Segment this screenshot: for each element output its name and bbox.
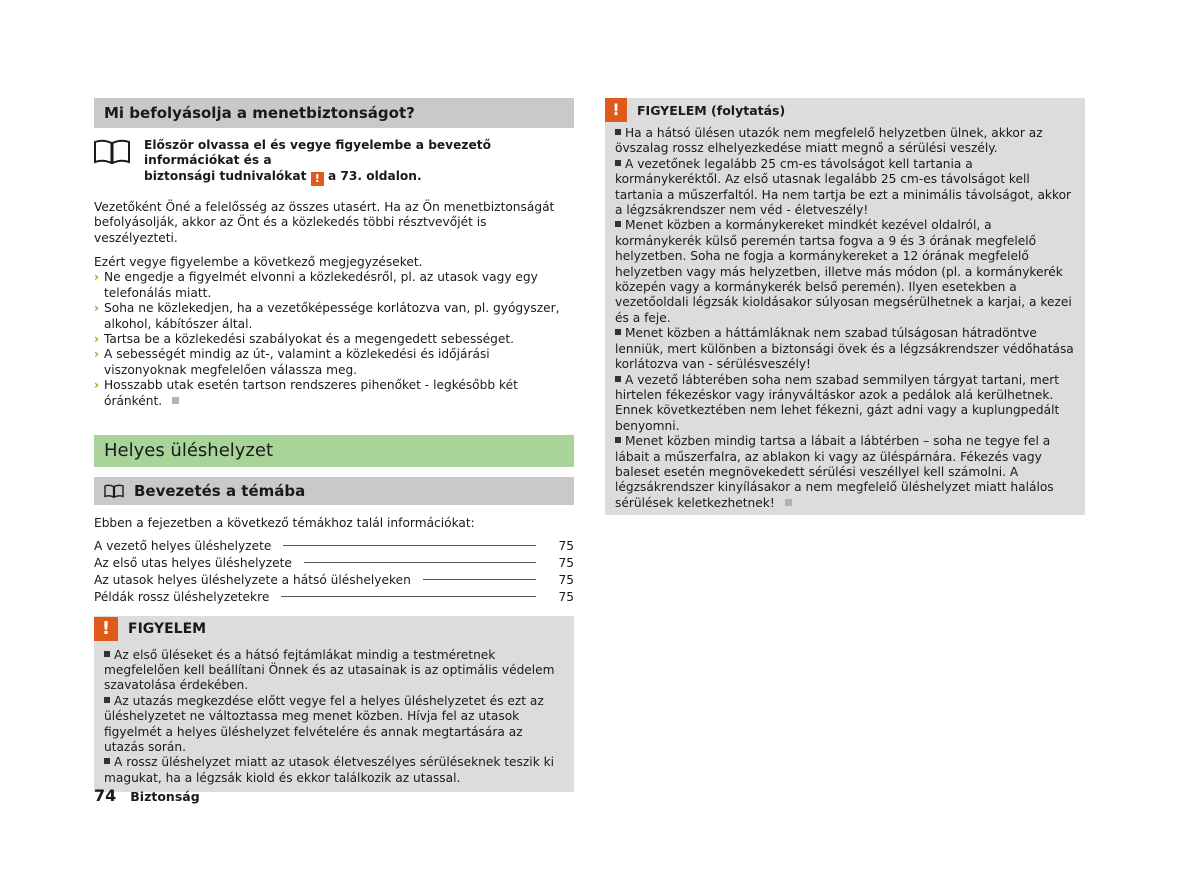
table-of-contents: [94, 539, 574, 607]
heading-driving-safety: Mi befolyásolja a menetbiztonságot?: [94, 98, 574, 128]
warning-box: [94, 616, 574, 793]
warning-icon: !: [311, 172, 324, 186]
bullet-square-icon: [104, 697, 110, 703]
right-column: [605, 98, 1085, 515]
arrow-icon: ›: [94, 332, 100, 347]
warning-item: A vezetőnek legalább 25 cm-es távolságot kell tartania a kormánykeréktől. Az első utasnak legalább 25 cm-es távolságot kell tartania a műszerfaltól. Ha nem tartja be ezt a minimális távolságot, akkor a légzsákrendszer nem véd - életveszély!: [615, 156, 1072, 218]
bullet-square-icon: [104, 651, 110, 657]
arrow-icon: ›: [94, 378, 100, 393]
warning-body: [605, 122, 1085, 511]
warning-icon: !: [605, 98, 627, 122]
list-item: › A sebességét mindig az út-, valamint a közlekedési és időjárási viszonyoknak megfelelően válassza meg.: [94, 347, 490, 377]
list-item: › Soha ne közlekedjen, ha a vezetőképessége korlátozva van, pl. gyógyszer, alkohol, kábítószer által.: [94, 301, 560, 331]
list-item: › Ne engedje a figyelmét elvonni a közlekedésről, pl. az utasok vagy egy telefonálás miatt.: [94, 270, 538, 300]
warning-item: A rossz üléshelyzet miatt az utasok életveszélyes sérüléseknek teszik ki magukat, ha a légzsák kiold és ekkor találkozik az utassal.: [104, 755, 555, 785]
left-column: [94, 98, 574, 792]
arrow-icon: ›: [94, 270, 100, 285]
intro-text: Ebben a fejezetben a következő témákhoz talál információkat:: [94, 516, 475, 531]
toc-entry[interactable]: Az első utas helyes üléshelyzete 75: [94, 555, 574, 570]
page-footer: [94, 786, 200, 805]
warning-item: Az utazás megkezdése előtt vegye fel a helyes üléshelyzetet és ezt az üléshelyzetet ne változtassa meg menet közben. Hívja fel az utasok figyelmét a helyes üléshelyzet felvételére és annak megtartására az utazás során.: [104, 693, 544, 754]
paragraph-notes-intro: Ezért vegye figyelembe a következő megjegyzéseket.: [94, 255, 423, 270]
bullet-square-icon: [104, 758, 110, 764]
warning-body: [94, 642, 574, 787]
warning-item: Menet közben a háttámláknak nem szabad túlságosan hátradöntve lenniük, mert különben a biztonsági övek és a légzsákrendszer védőhatása korlátozva van - sérülésveszély!: [615, 326, 1074, 372]
arrow-icon: ›: [94, 301, 100, 316]
toc-entry[interactable]: Példák rossz üléshelyzetekre 75: [94, 589, 574, 604]
bullet-square-icon: [615, 160, 621, 166]
warning-box-continued: [605, 98, 1085, 515]
warning-header: [605, 98, 1085, 122]
warning-item: Ha a hátsó ülésen utazók nem megfelelő helyzetben ülnek, akkor az övszalag rossz elhelyezkedése miatt megnő a sérülési veszély.: [615, 126, 1043, 156]
paragraph-responsibility: Vezetőként Öné a felelősség az összes utasért. Ha az Ön menetbiztonságát befolyásolják, akkor az Önt és a közlekedés többi résztvevőjét is veszélyezteti.: [94, 199, 555, 245]
open-book-icon: [94, 138, 130, 164]
page-number: 74: [94, 786, 117, 805]
section-title: Helyes üléshelyzet: [94, 435, 574, 467]
read-first-text: Először olvassa el és vegye figyelembe a bevezető információkat és a biztonsági tudnivalókat ! a 73. oldalon.: [144, 138, 491, 185]
list-item: › Tartsa be a közlekedési szabályokat és a megengedett sebességet.: [94, 332, 515, 347]
intro-header: [94, 477, 574, 505]
toc-entry[interactable]: A vezető helyes üléshelyzete 75: [94, 538, 574, 553]
bullet-square-icon: [615, 221, 621, 227]
toc-entry[interactable]: Az utasok helyes üléshelyzete a hátsó üléshelyeken 75: [94, 572, 574, 587]
warning-header: [94, 616, 574, 642]
warning-item: Az első üléseket és a hátsó fejtámlákat mindig a testméretnek megfelelően kell beállítani Önnek és az utasainak is az optimális védelem szavatolása érdekében.: [104, 647, 555, 693]
warning-item: A vezető lábterében soha nem szabad semmilyen tárgyat tartani, mert hirtelen fékezéskor vagy irányváltáskor azok a pedálok alá kerülhetnek. Ennek következtében nem lehet fékezni, gázt adni vagy a kuplungpedált benyomni.: [615, 372, 1060, 433]
section-name: Biztonság: [130, 789, 200, 804]
bullet-square-icon: [615, 129, 621, 135]
list-item: › Hosszabb utak esetén tartson rendszeres pihenőket - legkésőbb két óránként.: [94, 378, 518, 408]
arrow-icon: ›: [94, 347, 100, 362]
open-book-icon: [104, 484, 124, 498]
safety-notes-list: [94, 270, 574, 409]
end-of-section-marker: [172, 397, 179, 404]
end-of-section-marker: [785, 499, 792, 506]
warning-icon: !: [94, 617, 118, 641]
warning-item: Menet közben mindig tartsa a lábait a lábtérben – soha ne tegye fel a lábait a műszerfalra, az ablakon ki vagy az üléspárnára. Fékezés vagy baleset esetén megnövekedett sérülési veszéllyel kell számolni. A légzsákrendszer kinyílásakor a nem megfelelő üléshelyzet miatt halálos sérülések keletkezhetnek!: [615, 434, 1054, 510]
warning-item: Menet közben a kormánykereket mindkét kezével oldalról, a kormánykerék külső peremén tartsa fogva a 9 és 3 órának megfelelő helyzetben. Soha ne fogja a kormánykereket a 12 órának megfelelő helyzetben vagy más helyzetben, illetve más módon (pl. a kormánykerék közepén vagy a kormánykerék belső peremén). Ilyen esetekben a vezetőoldali légzsák kioldásakor súlyosan megsérülhetnek a karjai, a kezei és a feje.: [615, 218, 1072, 325]
read-first-note: [94, 138, 574, 186]
intro-title: Bevezetés a témába: [134, 482, 306, 501]
bullet-square-icon: [615, 329, 621, 335]
bullet-square-icon: [615, 437, 621, 443]
warning-title: FIGYELEM (folytatás): [637, 102, 786, 118]
warning-title: FIGYELEM: [128, 620, 207, 637]
bullet-square-icon: [615, 376, 621, 382]
